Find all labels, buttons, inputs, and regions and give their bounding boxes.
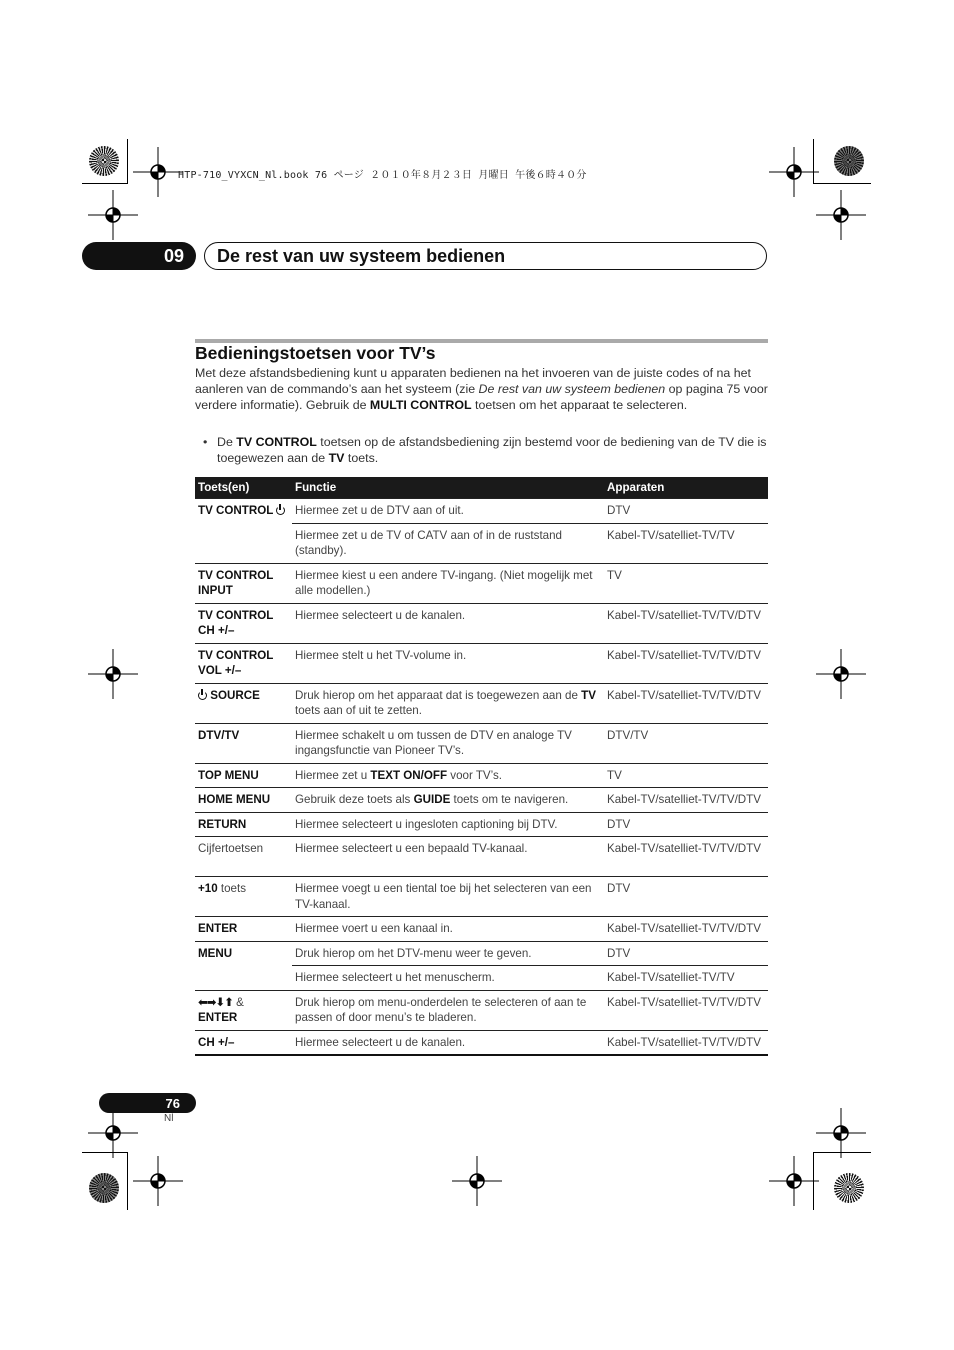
key-label: ENTER [198, 1011, 238, 1024]
registration-mark-icon [133, 147, 183, 197]
function-cell: Hiermee selecteert u het menuscherm. [292, 966, 604, 991]
key-label: CH +/– [198, 624, 235, 637]
chapter-title: De rest van uw systeem bedienen [204, 242, 767, 270]
key-cell [195, 499, 292, 564]
function-cell: Hiermee schakelt u om tussen de DTV en analoge TV ingangsfunctie van Pioneer TV’s. [292, 723, 604, 763]
bullet-keyword: TV CONTROL [236, 435, 317, 449]
key-cell [195, 643, 292, 683]
key-label: VOL +/– [198, 664, 242, 677]
function-cell: Hiermee kiest u een andere TV-ingang. (Niet mogelijk met alle modellen.) [292, 563, 604, 603]
registration-mark-icon [816, 649, 866, 699]
intro-paragraph [195, 365, 768, 414]
bullet-keyword: TV [328, 451, 345, 466]
intro-text: op pagina 75 voor verdere informatie). Gebruik de [195, 382, 768, 413]
key-label-suffix: & [232, 995, 244, 1009]
function-text: Hiermee zet u [295, 768, 371, 782]
devices-cell: DTV/TV [604, 723, 768, 763]
key-label: +10 [198, 882, 218, 895]
bullet-icon: • [203, 435, 208, 449]
table-row [195, 683, 768, 723]
function-keyword: TEXT ON/OFF [370, 768, 448, 782]
key-cell: DTV/TV [195, 723, 292, 763]
registration-mark-icon [769, 1156, 819, 1206]
function-cell: Hiermee zet u de DTV aan of uit. [292, 499, 604, 524]
function-cell: Hiermee selecteert u de kanalen. [292, 1030, 604, 1055]
devices-cell: Kabel-TV/satelliet-TV/TV/DTV [604, 683, 768, 723]
table-row [195, 1030, 768, 1055]
bullet-item [203, 434, 768, 466]
table-row [195, 941, 768, 966]
print-header: HTP-710_VYXCN_Nl.book 76 ページ ２０１０年８月２３日 月曜日 午後６時４０分 [178, 170, 587, 181]
intro-text: Met deze afstandsbediening kunt u apparaten bedienen na het invoeren van de juiste codes of na het aanleren van de commando’s aan het systeem (zie [195, 366, 751, 397]
power-icon [276, 506, 285, 515]
key-cell [195, 563, 292, 603]
power-icon [198, 691, 207, 700]
key-cell: CH +/– [195, 1030, 292, 1055]
table-header-row [195, 477, 768, 499]
registration-mark-icon [88, 1108, 138, 1158]
column-header-keys: Toets(en) [195, 477, 292, 499]
key-cell: Cijfertoetsen [195, 837, 292, 877]
function-text: voor TV’s. [447, 768, 503, 782]
crop-line [127, 1152, 128, 1210]
devices-cell: Kabel-TV/satelliet-TV/TV/DTV [604, 788, 768, 813]
function-cell [292, 683, 604, 723]
function-cell: Hiermee voegt u een tiental toe bij het selecteren van een TV-kanaal. [292, 877, 604, 917]
column-header-function: Functie [292, 477, 604, 499]
devices-cell: Kabel-TV/satelliet-TV/TV [604, 966, 768, 991]
devices-cell: DTV [604, 499, 768, 524]
function-text: Druk hierop om het apparaat dat is toegewezen aan de [295, 688, 582, 702]
key-cell [195, 603, 292, 643]
bullet-text: toets. [344, 451, 379, 466]
function-keyword: GUIDE [413, 793, 451, 806]
devices-cell: Kabel-TV/satelliet-TV/TV/DTV [604, 990, 768, 1030]
function-text: toets aan of uit te zetten. [295, 704, 422, 717]
function-text: toets om te navigeren. [450, 793, 569, 806]
table-row [195, 788, 768, 813]
devices-cell: Kabel-TV/satelliet-TV/TV/DTV [604, 1030, 768, 1055]
table-row [195, 763, 768, 788]
starburst-mark-bottom-right [834, 1173, 864, 1203]
function-text: Gebruik deze toets als [295, 793, 414, 806]
registration-mark-icon [816, 1108, 866, 1158]
function-cell: Hiermee voert u een kanaal in. [292, 917, 604, 942]
function-cell: Hiermee selecteert u een bepaald TV-kanaal. [292, 837, 604, 877]
registration-mark-icon [769, 147, 819, 197]
intro-reference: De rest van uw systeem bedienen [478, 382, 666, 397]
key-label: TV CONTROL [198, 568, 274, 582]
bullet-text: De [217, 435, 237, 449]
devices-cell: DTV [604, 941, 768, 966]
arrow-keys-icon: ⬅➡⬇⬆ [198, 995, 233, 1009]
function-cell [292, 788, 604, 813]
function-cell: Hiermee selecteert u de kanalen. [292, 603, 604, 643]
registration-mark-icon [133, 1156, 183, 1206]
devices-cell: DTV [604, 812, 768, 837]
function-cell [292, 763, 604, 788]
key-cell: HOME MENU [195, 788, 292, 813]
table-row [195, 603, 768, 643]
function-keyword: TV [581, 688, 596, 702]
table-row [195, 812, 768, 837]
function-cell: Hiermee zet u de TV of CATV aan of in de ruststand (standby). [292, 523, 604, 563]
registration-mark-icon [88, 649, 138, 699]
crop-line [813, 183, 871, 184]
chapter-number: 09 [82, 242, 196, 270]
table-row [195, 563, 768, 603]
key-label: TV CONTROL [198, 648, 274, 662]
function-cell: Druk hierop om het DTV-menu weer te geven. [292, 941, 604, 966]
intro-text: toetsen om het apparaat te selecteren. [471, 398, 688, 413]
registration-mark-icon [816, 190, 866, 240]
key-label-suffix: toets [217, 882, 247, 895]
table-row [195, 837, 768, 877]
column-header-devices: Apparaten [604, 477, 768, 499]
table-row [195, 723, 768, 763]
table-row [195, 990, 768, 1030]
devices-cell: Kabel-TV/satelliet-TV/TV/DTV [604, 917, 768, 942]
page-number: 76 [99, 1093, 196, 1113]
devices-cell: Kabel-TV/satelliet-TV/TV/DTV [604, 837, 768, 877]
intro-keyword: MULTI CONTROL [369, 398, 472, 413]
key-cell: RETURN [195, 812, 292, 837]
devices-cell: Kabel-TV/satelliet-TV/TV [604, 523, 768, 563]
devices-cell: TV [604, 563, 768, 603]
table-row [195, 877, 768, 917]
registration-mark-icon [452, 1156, 502, 1206]
key-label: INPUT [198, 584, 233, 597]
function-cell: Druk hierop om menu-onderdelen te selecteren of aan te passen of door menu’s te bladeren. [292, 990, 604, 1030]
key-label: SOURCE [210, 688, 260, 702]
starburst-mark-top-left [89, 146, 119, 176]
table-row [195, 499, 768, 524]
registration-mark-icon [88, 190, 138, 240]
key-label: TV CONTROL [198, 504, 274, 517]
function-cell: Hiermee stelt u het TV-volume in. [292, 643, 604, 683]
tv-controls-table [195, 477, 768, 1056]
table-row [195, 917, 768, 942]
devices-cell: Kabel-TV/satelliet-TV/TV/DTV [604, 643, 768, 683]
section-title: Bedieningstoetsen voor TV’s [195, 343, 436, 363]
crop-line [127, 139, 128, 184]
function-cell: Hiermee selecteert u ingesloten captioning bij DTV. [292, 812, 604, 837]
key-cell: MENU [195, 941, 292, 990]
language-code: Nl [164, 1113, 174, 1124]
devices-cell: DTV [604, 877, 768, 917]
bullet-text: toetsen op de afstandsbediening zijn bestemd voor de bediening van de TV die is toegewezen aan de [217, 435, 767, 466]
devices-cell: TV [604, 763, 768, 788]
key-cell [195, 877, 292, 917]
key-cell [195, 683, 292, 723]
key-label: TV CONTROL [198, 608, 274, 622]
devices-cell: Kabel-TV/satelliet-TV/TV/DTV [604, 603, 768, 643]
crop-line [82, 183, 128, 184]
key-cell: ENTER [195, 917, 292, 942]
starburst-mark-top-right [834, 146, 864, 176]
starburst-mark-bottom-left [89, 1173, 119, 1203]
key-cell [195, 990, 292, 1030]
table-row [195, 643, 768, 683]
key-cell: TOP MENU [195, 763, 292, 788]
